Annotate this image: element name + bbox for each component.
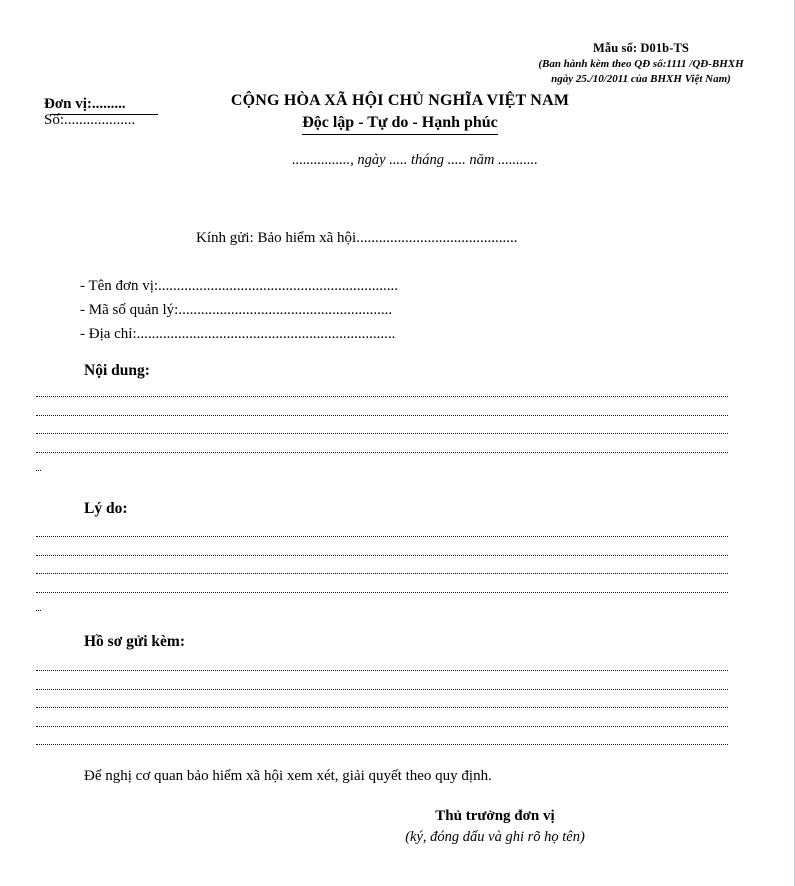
national-motto: Độc lập - Tự do - Hạnh phúc — [302, 114, 498, 135]
writing-line — [36, 592, 728, 593]
writing-line — [36, 689, 728, 690]
writing-line-stub — [36, 610, 41, 611]
writing-line — [36, 744, 728, 745]
writing-line — [36, 726, 728, 727]
field-unit-name: - Tên đơn vị:................................................................ — [80, 278, 399, 294]
form-code-number: Mẫu số: D01b-TS — [593, 41, 689, 55]
recipient-line: Kính gửi: Bảo hiểm xã hội........................................... — [196, 230, 518, 246]
writing-line — [36, 396, 728, 397]
writing-line — [36, 670, 728, 671]
field-management-code: - Mã số quản lý:......................................................... — [80, 302, 393, 318]
form-code-block — [506, 40, 776, 87]
unit-identification-block — [44, 96, 219, 129]
writing-line — [36, 415, 728, 416]
reason-writing-lines — [36, 536, 728, 611]
section-heading-reason: Lý do: — [84, 500, 128, 517]
writing-line — [36, 555, 728, 556]
closing-statement: Để nghị cơ quan bảo hiểm xã hội xem xét, giải quyết theo quy định. — [84, 768, 492, 784]
section-heading-attachments: Hồ sơ gửi kèm: — [84, 633, 185, 650]
form-code-decree-line2: ngày 25./10/2011 của BHXH Việt Nam) — [551, 72, 731, 85]
field-address: - Địa chỉ:..................................................................... — [80, 326, 396, 342]
writing-line — [36, 707, 728, 708]
section-heading-content: Nội dung: — [84, 362, 150, 379]
writing-line — [36, 573, 728, 574]
signature-block — [360, 808, 630, 846]
content-writing-lines — [36, 396, 728, 471]
form-code-decree-line1: (Ban hành kèm theo QĐ số:1111 /QĐ-BHXH — [538, 57, 744, 70]
country-name: CỘNG HÒA XÃ HỘI CHỦ NGHĨA VIỆT NAM — [230, 92, 570, 109]
writing-line — [36, 536, 728, 537]
unit-name-label: Đơn vị:......... — [44, 96, 126, 112]
attachments-writing-lines — [36, 670, 728, 763]
signatory-instruction: (ký, đóng dấu và ghi rõ họ tên) — [405, 829, 585, 845]
document-number-label: Số:................... — [44, 112, 136, 128]
signatory-title: Thủ trưởng đơn vị — [435, 808, 555, 824]
writing-line — [36, 452, 728, 453]
writing-line — [36, 433, 728, 434]
writing-line-stub — [36, 470, 41, 471]
applicant-fields — [80, 278, 700, 350]
place-date-line: ................, ngày ..... tháng ..... năm ........... — [292, 152, 538, 168]
national-heading-block — [200, 92, 600, 135]
